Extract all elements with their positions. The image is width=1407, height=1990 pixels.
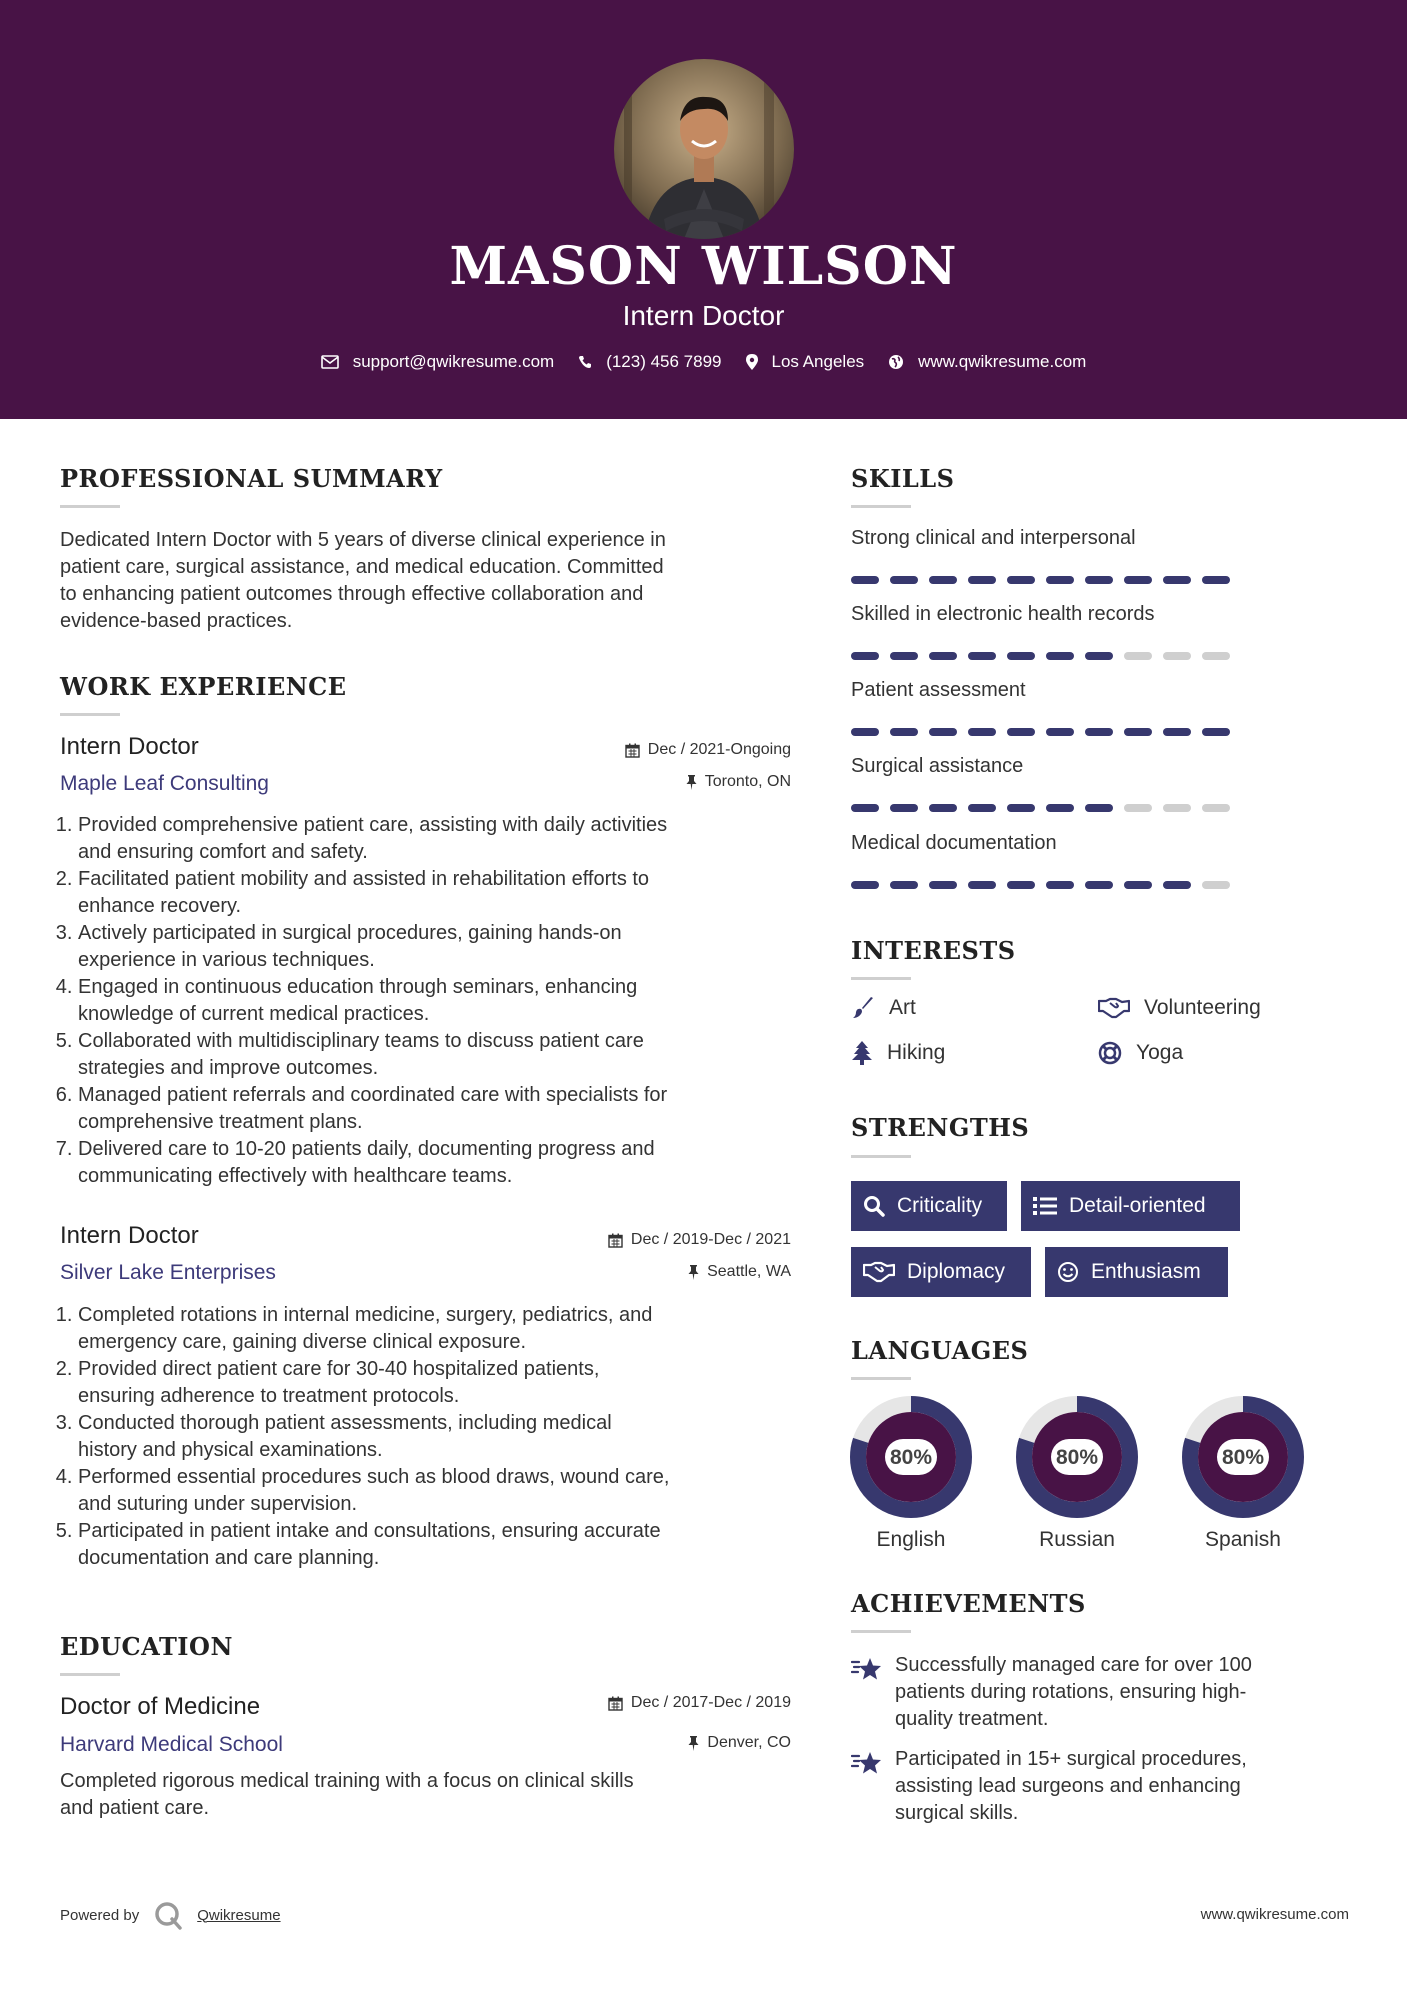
job-title: Intern Doctor (60, 733, 199, 760)
job-company: Silver Lake Enterprises (60, 1261, 276, 1284)
skill-dot-filled (1046, 881, 1074, 889)
pushpin-icon (686, 775, 697, 790)
strength-label: Enthusiasm (1091, 1260, 1201, 1283)
skill-dot-filled (1046, 576, 1074, 584)
skill-dot-filled (929, 881, 957, 889)
responsibility-item (78, 812, 800, 866)
responsibility-line: 4. Engaged in continuous education through seminars, enhancing (78, 976, 638, 998)
summary-line: to enhancing patient outcomes through effective collaboration and (60, 583, 644, 605)
star-award-icon (851, 1656, 883, 1682)
pushpin-icon (688, 1265, 699, 1280)
skill-dot-filled (1085, 652, 1113, 660)
responsibility-line: 7. Delivered care to 10-20 patients daily, documenting progress and (78, 1138, 655, 1160)
skill-rating (851, 728, 1241, 736)
globe-icon (888, 354, 904, 370)
skill-dot-empty (1202, 652, 1230, 660)
phone-icon (578, 355, 592, 369)
skill-rating (851, 881, 1241, 889)
tree-icon (851, 1041, 873, 1065)
strength-label: Detail-oriented (1069, 1194, 1206, 1217)
skill-dot-filled (968, 652, 996, 660)
language-percent: 80% (1055, 1446, 1099, 1469)
interest-item-hiking (851, 1041, 945, 1065)
responsibility-line: 5. Participated in patient intake and consultations, ensuring accurate (78, 1520, 661, 1542)
responsibility-line: 3. Actively participated in surgical procedures, gaining hands-on (78, 922, 622, 944)
language-label: Spanish (1205, 1528, 1281, 1551)
responsibility-line: ensuring adherence to treatment protocols. (78, 1385, 460, 1407)
strengths-underline (851, 1155, 911, 1158)
interest-label: Yoga (1136, 1041, 1184, 1064)
responsibility-line: 5. Collaborated with multidisciplinary teams to discuss patient care (78, 1030, 644, 1052)
responsibility-line: documentation and care planning. (78, 1547, 380, 1569)
responsibility-line: 3. Conducted thorough patient assessments, including medical (78, 1412, 612, 1434)
lifering-icon (1098, 1041, 1122, 1065)
responsibility-line: knowledge of current medical practices. (78, 1003, 430, 1025)
skill-dot-empty (1202, 881, 1230, 889)
language-percent: 80% (1221, 1446, 1265, 1469)
skill-dot-filled (851, 576, 879, 584)
achievements-underline (851, 1630, 911, 1633)
interest-item-yoga (1098, 1041, 1183, 1065)
responsibility-line: emergency care, gaining diverse clinical exposure. (78, 1331, 527, 1353)
responsibility-item (78, 1082, 800, 1136)
responsibility-line: enhance recovery. (78, 895, 242, 917)
strength-badge-criticality (851, 1181, 1007, 1231)
skill-dot-filled (851, 652, 879, 660)
skill-dot-filled (1202, 576, 1230, 584)
contact-phone-text: (123) 456 7899 (606, 352, 722, 371)
skill-dot-filled (1046, 652, 1074, 660)
education-location-text: Denver, CO (707, 1734, 791, 1751)
candidate-name: MASON WILSON (449, 236, 958, 297)
skill-dot-filled (1163, 881, 1191, 889)
summary-underline (60, 505, 120, 508)
responsibility-line: experience in various techniques. (78, 949, 375, 971)
language-item (849, 1395, 973, 1552)
responsibility-item (78, 1356, 800, 1410)
skill-dot-filled (851, 804, 879, 812)
skill-dot-filled (851, 881, 879, 889)
skill-label: Patient assessment (851, 679, 1026, 701)
contact-website[interactable] (888, 352, 1086, 372)
language-item (1015, 1395, 1139, 1552)
skill-dot-filled (1085, 804, 1113, 812)
responsibility-line: and suturing under supervision. (78, 1493, 358, 1515)
profile-photo-image (614, 59, 794, 239)
strengths-heading: STRENGTHS (851, 1113, 1030, 1142)
skill-dot-filled (929, 652, 957, 660)
contact-email[interactable] (321, 352, 555, 372)
interest-item-volunteering (1098, 996, 1261, 1020)
achievement-text (895, 1746, 1247, 1827)
contact-email-text: support@qwikresume.com (352, 352, 555, 371)
skill-label: Skilled in electronic health records (851, 603, 1155, 625)
qwikresume-logo-icon (153, 1900, 183, 1930)
star-award-icon (851, 1750, 883, 1776)
skill-label: Strong clinical and interpersonal (851, 527, 1136, 549)
responsibility-item (78, 920, 800, 974)
contact-location (746, 352, 865, 372)
education-heading: EDUCATION (60, 1632, 233, 1661)
work-heading: WORK EXPERIENCE (60, 672, 347, 701)
skill-dot-filled (968, 881, 996, 889)
skill-dot-filled (851, 728, 879, 736)
work-underline (60, 713, 120, 716)
skill-dot-filled (1007, 804, 1035, 812)
achievement-line: assisting lead surgeons and enhancing (895, 1775, 1241, 1797)
skill-dot-filled (1046, 804, 1074, 812)
skill-dot-filled (968, 804, 996, 812)
interest-item-art (851, 996, 916, 1020)
job-location-text: Toronto, ON (704, 773, 791, 790)
strength-badge-enthusiasm (1045, 1247, 1228, 1297)
achievement-item (851, 1746, 1351, 1827)
skill-dot-filled (1124, 881, 1152, 889)
skill-dot-filled (1085, 881, 1113, 889)
job-company: Maple Leaf Consulting (60, 772, 269, 795)
skill-dot-filled (1163, 728, 1191, 736)
handshake-icon (1098, 997, 1130, 1019)
summary-line: patient care, surgical assistance, and medical education. Committed (60, 556, 664, 578)
job-date (500, 741, 791, 759)
skills-underline (851, 505, 911, 508)
achievement-line: quality treatment. (895, 1708, 1049, 1730)
summary-line: Dedicated Intern Doctor with 5 years of diverse clinical experience in (60, 529, 666, 551)
contact-bar (0, 352, 1407, 372)
language-item (1181, 1395, 1305, 1552)
language-label: English (876, 1528, 946, 1551)
job-location (500, 773, 791, 791)
achievement-item (851, 1652, 1351, 1733)
achievement-line: Successfully managed care for over 100 (895, 1654, 1252, 1676)
skill-dot-filled (890, 652, 918, 660)
skill-dot-filled (890, 576, 918, 584)
responsibility-line: comprehensive treatment plans. (78, 1111, 363, 1133)
responsibility-line: 1. Completed rotations in internal medicine, surgery, pediatrics, and (78, 1304, 653, 1326)
responsibility-line: strategies and improve outcomes. (78, 1057, 379, 1079)
skill-dot-filled (968, 728, 996, 736)
powered-by-label: Powered by (60, 1906, 140, 1924)
job-location-text: Seattle, WA (707, 1263, 791, 1280)
job-date (500, 1231, 791, 1249)
contact-phone[interactable] (578, 352, 721, 372)
interest-label: Hiking (887, 1041, 946, 1064)
skill-dot-filled (968, 576, 996, 584)
job-title: Intern Doctor (60, 1222, 199, 1249)
school-name: Harvard Medical School (60, 1733, 283, 1756)
achievement-line: Participated in 15+ surgical procedures, (895, 1748, 1247, 1770)
language-proficiency-ring (1015, 1395, 1139, 1519)
calendar-icon (625, 743, 640, 758)
skill-rating (851, 576, 1241, 584)
skill-dot-filled (1085, 728, 1113, 736)
skill-dot-filled (929, 804, 957, 812)
skill-label: Medical documentation (851, 832, 1057, 854)
responsibility-line: communicating effectively with healthcare teams. (78, 1165, 513, 1187)
candidate-role: Intern Doctor (622, 300, 785, 331)
search-icon (863, 1195, 885, 1217)
summary-text (60, 527, 800, 635)
education-line: Completed rigorous medical training with a focus on clinical skills (60, 1770, 634, 1792)
responsibility-line: 1. Provided comprehensive patient care, assisting with daily activities (78, 814, 668, 836)
contact-location-text: Los Angeles (771, 352, 865, 371)
skill-dot-filled (1085, 576, 1113, 584)
skill-dot-filled (1007, 881, 1035, 889)
map-pin-icon (746, 354, 758, 370)
list-icon (1033, 1196, 1057, 1216)
skill-dot-filled (1007, 652, 1035, 660)
envelope-icon (321, 355, 339, 369)
skill-dot-filled (890, 728, 918, 736)
interest-label: Volunteering (1144, 996, 1261, 1019)
skill-dot-empty (1124, 652, 1152, 660)
responsibility-line: 6. Managed patient referrals and coordinated care with specialists for (78, 1084, 668, 1106)
footer-website[interactable]: www.qwikresume.com (1200, 1906, 1349, 1923)
education-line: and patient care. (60, 1797, 209, 1819)
skill-dot-filled (890, 881, 918, 889)
skills-heading: SKILLS (851, 464, 955, 493)
language-proficiency-ring (1181, 1395, 1305, 1519)
skill-dot-empty (1124, 804, 1152, 812)
responsibility-item (78, 974, 800, 1028)
education-date-text: Dec / 2017-Dec / 2019 (630, 1694, 791, 1711)
smile-icon (1057, 1261, 1079, 1283)
responsibility-item (78, 1410, 800, 1464)
achievement-text (895, 1652, 1252, 1733)
calendar-icon (608, 1233, 623, 1248)
paintbrush-icon (851, 996, 875, 1020)
skill-dot-filled (1124, 728, 1152, 736)
languages-heading: LANGUAGES (851, 1336, 1029, 1365)
responsibility-item (78, 1302, 800, 1356)
handshake-icon (863, 1261, 895, 1283)
skill-dot-filled (1124, 576, 1152, 584)
calendar-icon (608, 1696, 623, 1711)
skill-rating (851, 804, 1241, 812)
education-description (60, 1768, 800, 1822)
skill-dot-filled (1202, 728, 1230, 736)
summary-heading: PROFESSIONAL SUMMARY (60, 464, 443, 493)
strength-label: Diplomacy (907, 1260, 1006, 1283)
job-date-text: Dec / 2021-Ongoing (647, 741, 791, 758)
responsibility-line: and ensuring comfort and safety. (78, 841, 368, 863)
responsibility-item (78, 1518, 800, 1572)
skill-dot-filled (929, 728, 957, 736)
degree-title: Doctor of Medicine (60, 1693, 261, 1720)
profile-photo (614, 59, 794, 239)
skill-label: Surgical assistance (851, 755, 1024, 777)
responsibility-line: history and physical examinations. (78, 1439, 383, 1461)
resume-header (0, 0, 1407, 419)
skill-dot-filled (890, 804, 918, 812)
interests-heading: INTERESTS (851, 936, 1016, 965)
responsibility-item (78, 1028, 800, 1082)
responsibility-item (78, 866, 800, 920)
strength-label: Criticality (897, 1194, 983, 1217)
education-location (500, 1734, 791, 1752)
education-date (500, 1694, 791, 1712)
skill-rating (851, 652, 1241, 660)
footer-powered-by (60, 1900, 281, 1930)
pushpin-icon (688, 1736, 699, 1751)
contact-website-text: www.qwikresume.com (918, 352, 1087, 371)
education-underline (60, 1673, 120, 1676)
skill-dot-filled (1007, 728, 1035, 736)
qwikresume-link[interactable]: Qwikresume (197, 1906, 281, 1924)
languages-underline (851, 1377, 911, 1380)
skill-dot-empty (1202, 804, 1230, 812)
job-date-text: Dec / 2019-Dec / 2021 (630, 1231, 791, 1248)
achievements-heading: ACHIEVEMENTS (851, 1589, 1086, 1618)
job-responsibilities (60, 1302, 800, 1572)
job-location (500, 1263, 791, 1281)
skill-dot-filled (1007, 576, 1035, 584)
summary-line: evidence-based practices. (60, 610, 293, 632)
responsibility-line: 2. Provided direct patient care for 30-40 hospitalized patients, (78, 1358, 600, 1380)
achievement-line: surgical skills. (895, 1802, 1019, 1824)
interest-label: Art (889, 996, 916, 1019)
language-percent: 80% (889, 1446, 933, 1469)
skill-dot-filled (1046, 728, 1074, 736)
job-responsibilities (60, 812, 800, 1190)
language-proficiency-ring (849, 1395, 973, 1519)
strength-badge-detail-oriented (1021, 1181, 1240, 1231)
responsibility-line: 2. Facilitated patient mobility and assisted in rehabilitation efforts to (78, 868, 650, 890)
achievement-line: patients during rotations, ensuring high- (895, 1681, 1247, 1703)
skill-dot-empty (1163, 804, 1191, 812)
interests-underline (851, 977, 911, 980)
skill-dot-filled (1163, 576, 1191, 584)
responsibility-item (78, 1464, 800, 1518)
responsibility-item (78, 1136, 800, 1190)
responsibility-line: 4. Performed essential procedures such as blood draws, wound care, (78, 1466, 670, 1488)
skill-dot-filled (929, 576, 957, 584)
strength-badge-diplomacy (851, 1247, 1031, 1297)
skill-dot-empty (1163, 652, 1191, 660)
language-label: Russian (1039, 1528, 1115, 1551)
